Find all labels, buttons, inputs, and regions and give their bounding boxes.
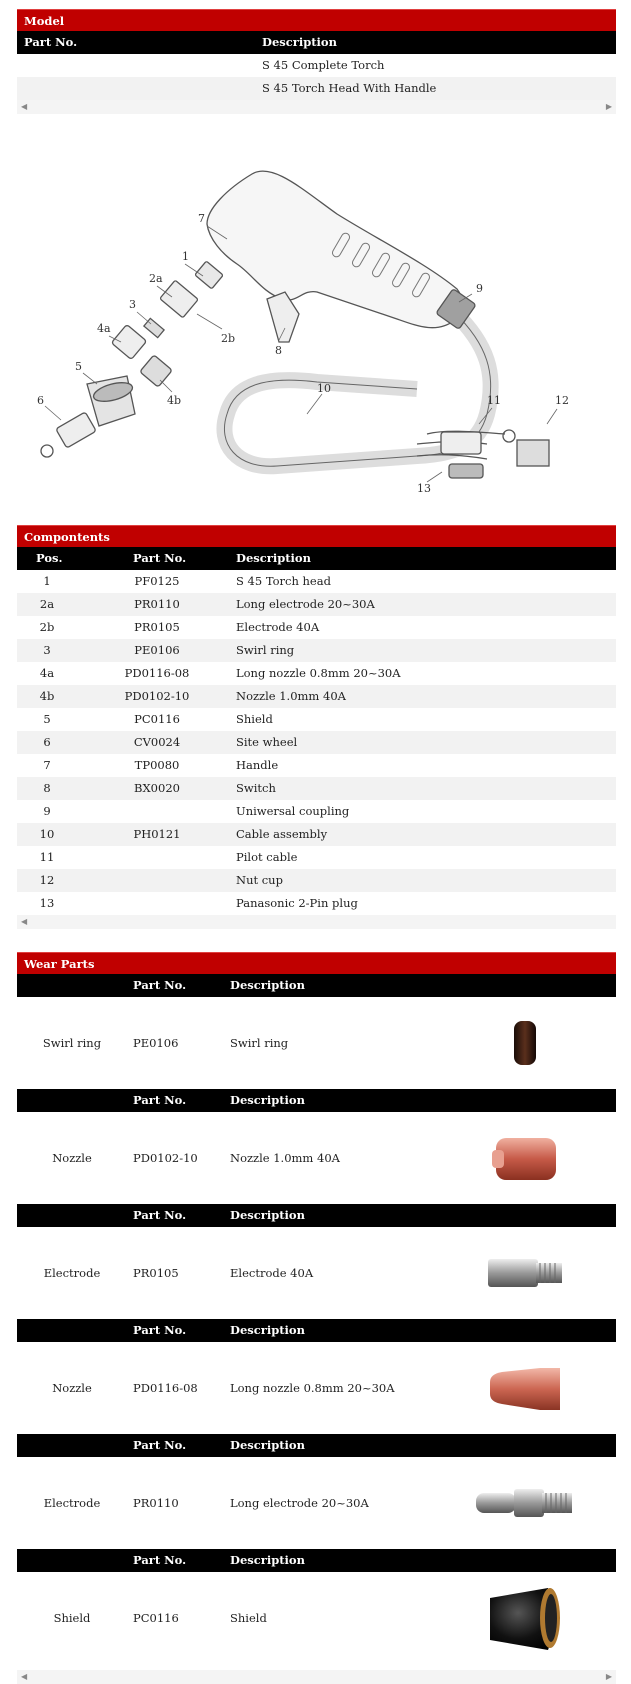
components-pos: 5 (43, 712, 51, 726)
components-description: Site wheel (236, 735, 298, 749)
diagram-label: 11 (487, 394, 501, 407)
diagram-label: 2b (221, 332, 236, 345)
components-part-no: CV0024 (133, 735, 181, 749)
model-header-row (17, 31, 616, 54)
components-description: Pilot cable (236, 850, 298, 864)
components-part-no: PF0125 (134, 574, 180, 588)
components-part-no: PD0102-10 (124, 689, 190, 703)
electrode-image (470, 1237, 580, 1309)
wear-part-description: Shield (230, 1611, 267, 1625)
components-row (17, 754, 616, 777)
wear-header-row (17, 1319, 616, 1342)
components-pos: 8 (43, 781, 51, 795)
components-part-no: BX0020 (134, 781, 180, 795)
components-description: Swirl ring (236, 643, 295, 657)
diagram-label: 7 (198, 212, 205, 225)
components-part-no: PE0106 (134, 643, 180, 657)
wear-parts-section (17, 952, 616, 1684)
diagram-label: 1 (182, 250, 189, 263)
scroll-left-icon[interactable]: ◀ (21, 1672, 28, 1681)
components-pos: 11 (39, 850, 55, 864)
shield-image (470, 1582, 580, 1654)
diagram-label: 3 (129, 298, 136, 311)
model-header-part-no: Part No. (24, 35, 78, 49)
model-description: S 45 Complete Torch (262, 58, 385, 72)
wear-part-row (17, 1227, 616, 1319)
components-part-no: PR0105 (134, 620, 180, 634)
components-description: Panasonic 2-Pin plug (236, 896, 358, 910)
long-nozzle-image (470, 1352, 580, 1424)
wear-part-description: Nozzle 1.0mm 40A (230, 1151, 340, 1165)
wear-header-part-no: Part No. (133, 1438, 187, 1452)
components-row (17, 708, 616, 731)
wear-part-row (17, 1457, 616, 1549)
model-section (17, 9, 616, 114)
model-scrollbar[interactable] (17, 100, 616, 114)
wear-part-block (17, 1089, 616, 1204)
diagram-label: 2a (149, 272, 163, 285)
components-description: Long electrode 20~30A (236, 597, 375, 611)
components-description: Nozzle 1.0mm 40A (236, 689, 346, 703)
components-row (17, 800, 616, 823)
components-description: Electrode 40A (236, 620, 320, 634)
wear-header-part-no: Part No. (133, 978, 187, 992)
wear-header-description: Description (230, 978, 305, 992)
wear-part-description: Swirl ring (230, 1036, 289, 1050)
wear-part-row (17, 1342, 616, 1434)
components-description: Switch (236, 781, 276, 795)
wear-header-description: Description (230, 1323, 305, 1337)
wear-part-row (17, 997, 616, 1089)
components-row (17, 685, 616, 708)
diagram-label: 13 (417, 482, 431, 495)
wear-scrollbar[interactable] (17, 1670, 616, 1684)
components-pos: 3 (43, 643, 51, 657)
components-rows (17, 570, 616, 915)
wear-parts-title: Wear Parts (17, 952, 616, 974)
page (17, 0, 616, 1684)
components-description: Handle (236, 758, 279, 772)
wear-header-part-no: Part No. (133, 1553, 187, 1567)
diagram-label: 5 (75, 360, 82, 373)
components-row (17, 616, 616, 639)
wear-part-block (17, 974, 616, 1089)
components-part-no: PC0116 (134, 712, 180, 726)
components-pos: 4a (39, 666, 55, 680)
components-part-no: PR0110 (134, 597, 180, 611)
components-header-pos: Pos. (36, 551, 63, 565)
components-row (17, 823, 616, 846)
wear-part-block (17, 1549, 616, 1664)
components-row (17, 639, 616, 662)
components-pos: 10 (39, 827, 55, 841)
components-row (17, 593, 616, 616)
components-row (17, 731, 616, 754)
wear-items (17, 974, 616, 1664)
components-pos: 6 (43, 735, 51, 749)
components-part-no: PD0116-08 (124, 666, 190, 680)
scroll-right-icon[interactable]: ▶ (605, 1672, 612, 1681)
wear-part-no: PC0116 (133, 1611, 179, 1625)
wear-part-description: Electrode 40A (230, 1266, 314, 1280)
wear-part-row (17, 1112, 616, 1204)
nozzle-image (470, 1122, 580, 1194)
wear-header-row (17, 1549, 616, 1572)
wear-header-row (17, 1089, 616, 1112)
wear-part-block (17, 1434, 616, 1549)
wear-part-name: Nozzle (52, 1381, 92, 1395)
components-header-row (17, 547, 616, 570)
wear-header-row (17, 1434, 616, 1457)
wear-part-no: PE0106 (133, 1036, 179, 1050)
components-pos: 2a (39, 597, 55, 611)
wear-header-part-no: Part No. (133, 1323, 187, 1337)
components-description: Long nozzle 0.8mm 20~30A (236, 666, 401, 680)
components-description: S 45 Torch head (236, 574, 331, 588)
diagram-label: 8 (275, 344, 282, 357)
wear-header-part-no: Part No. (133, 1208, 187, 1222)
components-part-no: PH0121 (133, 827, 181, 841)
wear-part-no: PD0116-08 (133, 1381, 198, 1395)
components-title: Compontents (17, 525, 616, 547)
wear-part-no: PR0110 (133, 1496, 179, 1510)
model-title: Model (17, 9, 616, 31)
components-row (17, 869, 616, 892)
components-pos: 9 (43, 804, 51, 818)
wear-header-row (17, 1204, 616, 1227)
wear-part-no: PD0102-10 (133, 1151, 198, 1165)
components-description: Cable assembly (236, 827, 328, 841)
components-part-no: TP0080 (134, 758, 180, 772)
wear-header-description: Description (230, 1438, 305, 1452)
wear-header-row (17, 974, 616, 997)
diagram-label: 10 (317, 382, 331, 395)
diagram-label: 4a (97, 322, 111, 335)
diagram-label: 12 (555, 394, 569, 407)
wear-part-name: Swirl ring (42, 1036, 102, 1050)
components-pos: 2b (39, 620, 55, 634)
wear-part-block (17, 1319, 616, 1434)
components-pos: 13 (39, 896, 55, 910)
components-pos: 12 (39, 873, 55, 887)
components-section (17, 525, 616, 929)
torch-exploded-diagram (17, 114, 616, 519)
model-row (17, 77, 616, 100)
wear-part-no: PR0105 (133, 1266, 179, 1280)
wear-header-description: Description (230, 1093, 305, 1107)
model-description: S 45 Torch Head With Handle (262, 81, 437, 95)
swirl-ring-image (470, 1007, 580, 1079)
wear-part-row (17, 1572, 616, 1664)
model-row (17, 54, 616, 77)
wear-header-description: Description (230, 1208, 305, 1222)
wear-part-description: Long nozzle 0.8mm 20~30A (230, 1381, 395, 1395)
components-row (17, 846, 616, 869)
components-pos: 4b (39, 689, 55, 703)
scroll-left-icon[interactable]: ◀ (21, 102, 28, 111)
model-header-description: Description (262, 35, 337, 49)
long-electrode-image (470, 1467, 580, 1539)
components-row (17, 662, 616, 685)
wear-header-description: Description (230, 1553, 305, 1567)
components-row (17, 570, 616, 593)
components-header-description: Description (236, 551, 311, 565)
torch-diagram-svg (17, 114, 616, 519)
wear-part-name: Nozzle (52, 1151, 92, 1165)
wear-part-name: Electrode (43, 1266, 101, 1280)
scroll-left-icon[interactable]: ◀ (21, 917, 28, 926)
diagram-label: 4b (167, 394, 182, 407)
wear-part-name: Electrode (43, 1496, 101, 1510)
components-row (17, 777, 616, 800)
wear-header-part-no: Part No. (133, 1093, 187, 1107)
diagram-label: 9 (476, 282, 483, 295)
wear-part-description: Long electrode 20~30A (230, 1496, 369, 1510)
components-description: Shield (236, 712, 273, 726)
components-scrollbar[interactable] (17, 915, 616, 929)
components-row (17, 892, 616, 915)
components-description: Uniwersal coupling (236, 804, 350, 818)
components-pos: 1 (43, 574, 51, 588)
diagram-label: 6 (37, 394, 44, 407)
scroll-right-icon[interactable]: ▶ (605, 102, 612, 111)
components-header-part-no: Part No. (133, 551, 187, 565)
wear-part-block (17, 1204, 616, 1319)
components-pos: 7 (43, 758, 51, 772)
wear-part-name: Shield (53, 1611, 91, 1625)
components-description: Nut cup (236, 873, 283, 887)
